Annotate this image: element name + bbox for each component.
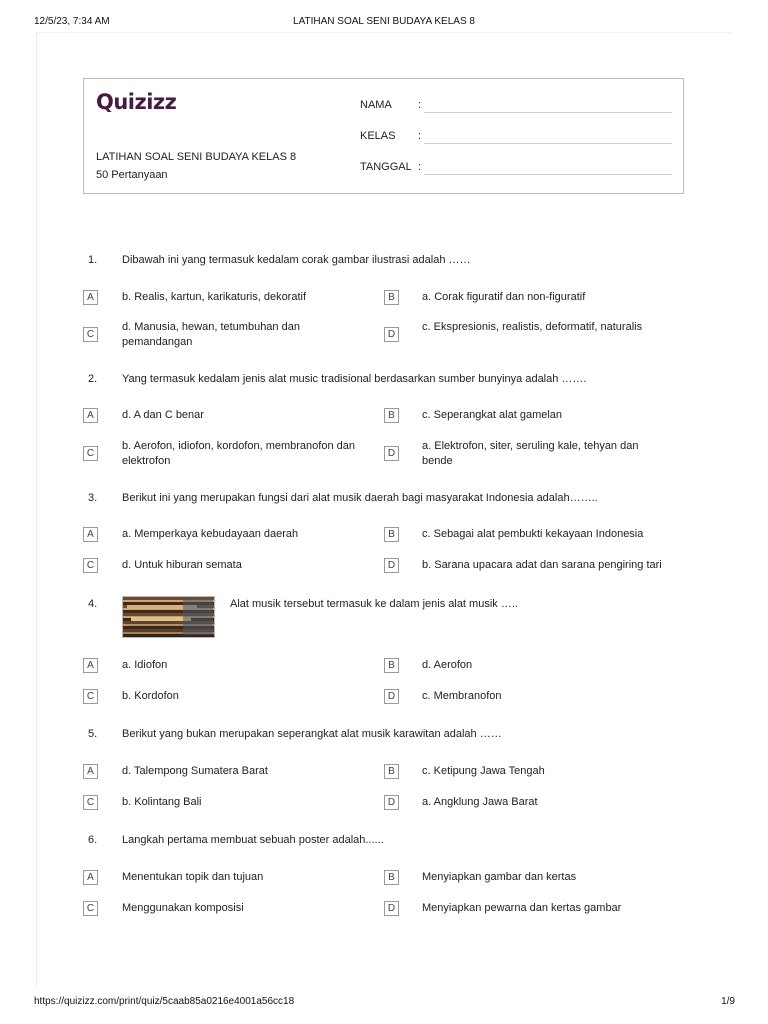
option-text: Menyiapkan gambar dan kertas — [422, 871, 577, 883]
class-line — [424, 143, 672, 144]
option-text: c. Ekspresionis, realistis, deformatif, naturalis — [422, 321, 643, 333]
option-text: d. Aerofon — [422, 659, 473, 671]
option-letter: B — [384, 290, 399, 305]
option-text: a. Elektrofon, siter, seruling kale, tehyan dan bende — [422, 440, 639, 467]
question-text: Langkah pertama membuat sebuah poster adalah...... — [122, 834, 384, 846]
option-letter: C — [83, 689, 98, 704]
question-number: 4. — [88, 598, 98, 610]
option-text: b. Kolintang Bali — [122, 796, 202, 808]
question-text: Berikut ini yang merupakan fungsi dari alat musik daerah bagi masyarakat Indonesia adalah…….. — [122, 492, 598, 504]
option-letter: D — [384, 901, 399, 916]
option-text: Menyiapkan pewarna dan kertas gambar — [422, 902, 622, 914]
page-top-rule — [36, 32, 732, 33]
option-text: Menentukan topik dan tujuan — [122, 871, 264, 883]
option-letter: B — [384, 527, 399, 542]
option-text: b. Realis, kartun, karikaturis, dekoratif — [122, 291, 307, 303]
question-text: Yang termasuk kedalam jenis alat music tradisional berdasarkan sumber bunyinya adalah ……. — [122, 373, 587, 385]
option-text: b. Aerofon, idiofon, kordofon, membranofon dan elektrofon — [122, 440, 355, 467]
option-letter: A — [83, 870, 98, 885]
option-letter: C — [83, 901, 98, 916]
option-letter: D — [384, 327, 399, 342]
option-letter: D — [384, 558, 399, 573]
question-text: Berikut yang bukan merupakan seperangkat alat musik karawitan adalah …… — [122, 728, 502, 740]
question-text: Alat musik tersebut termasuk ke dalam jenis alat musik ….. — [230, 598, 518, 610]
option-letter: A — [83, 764, 98, 779]
class-colon: : — [418, 130, 422, 142]
class-label: KELAS — [360, 130, 396, 142]
option-letter: B — [384, 408, 399, 423]
option-letter: B — [384, 870, 399, 885]
svg-text:Quizizz: Quizizz — [96, 90, 177, 113]
option-letter: D — [384, 795, 399, 810]
option-text: c. Membranofon — [422, 690, 502, 702]
print-header — [0, 16, 768, 30]
quizizz-logo — [96, 89, 184, 113]
option-letter: C — [83, 446, 98, 461]
option-letter: D — [384, 689, 399, 704]
print-url[interactable]: https://quizizz.com/print/quiz/5caab85a0216e4001a56cc18 — [34, 996, 295, 1007]
quiz-title: LATIHAN SOAL SENI BUDAYA KELAS 8 — [96, 151, 297, 163]
option-text: a. Memperkaya kebudayaan daerah — [122, 528, 299, 540]
print-datetime: 12/5/23, 7:34 AM — [34, 16, 110, 27]
option-text: d. A dan C benar — [122, 409, 204, 421]
option-text: a. Angklung Jawa Barat — [422, 796, 538, 808]
instrument-image — [122, 596, 215, 638]
question-number: 1. — [88, 254, 98, 266]
option-text: c. Ketipung Jawa Tengah — [422, 765, 545, 777]
date-colon: : — [418, 161, 422, 173]
option-letter: A — [83, 290, 98, 305]
option-text: c. Sebagai alat pembukti kekayaan Indonesia — [422, 528, 644, 540]
option-text: d. Talempong Sumatera Barat — [122, 765, 268, 777]
date-field[interactable] — [360, 161, 672, 177]
option-letter: D — [384, 446, 399, 461]
question-text: Dibawah ini yang termasuk kedalam corak gambar ilustrasi adalah …… — [122, 254, 471, 266]
option-text: Menggunakan komposisi — [122, 902, 244, 914]
option-text: b. Kordofon — [122, 690, 179, 702]
option-text: d. Manusia, hewan, tetumbuhan dan pemandangan — [122, 321, 300, 348]
question-number: 2. — [88, 373, 98, 385]
print-footer — [0, 996, 768, 1010]
option-letter: A — [83, 408, 98, 423]
page-number: 1/9 — [721, 996, 735, 1007]
question-number: 6. — [88, 834, 98, 846]
option-letter: B — [384, 658, 399, 673]
question-count: 50 Pertanyaan — [96, 169, 168, 181]
option-letter: A — [83, 658, 98, 673]
print-title: LATIHAN SOAL SENI BUDAYA KELAS 8 — [293, 16, 475, 27]
option-letter: C — [83, 558, 98, 573]
name-label: NAMA — [360, 99, 392, 111]
option-text: d. Untuk hiburan semata — [122, 559, 242, 571]
class-field[interactable] — [360, 130, 672, 146]
name-line — [424, 112, 672, 113]
option-text: c. Seperangkat alat gamelan — [422, 409, 563, 421]
name-colon: : — [418, 99, 422, 111]
page-left-rule — [36, 32, 37, 987]
option-text: a. Corak figuratif dan non-figuratif — [422, 291, 586, 303]
date-label: TANGGAL — [360, 161, 412, 173]
option-text: a. Idiofon — [122, 659, 168, 671]
date-line — [424, 174, 672, 175]
quiz-info-box — [83, 78, 684, 194]
name-field[interactable] — [360, 99, 672, 115]
option-letter: C — [83, 795, 98, 810]
option-letter: B — [384, 764, 399, 779]
option-letter: A — [83, 527, 98, 542]
option-text: b. Sarana upacara adat dan sarana pengiring tari — [422, 559, 662, 571]
question-number: 3. — [88, 492, 98, 504]
option-letter: C — [83, 327, 98, 342]
question-number: 5. — [88, 728, 98, 740]
